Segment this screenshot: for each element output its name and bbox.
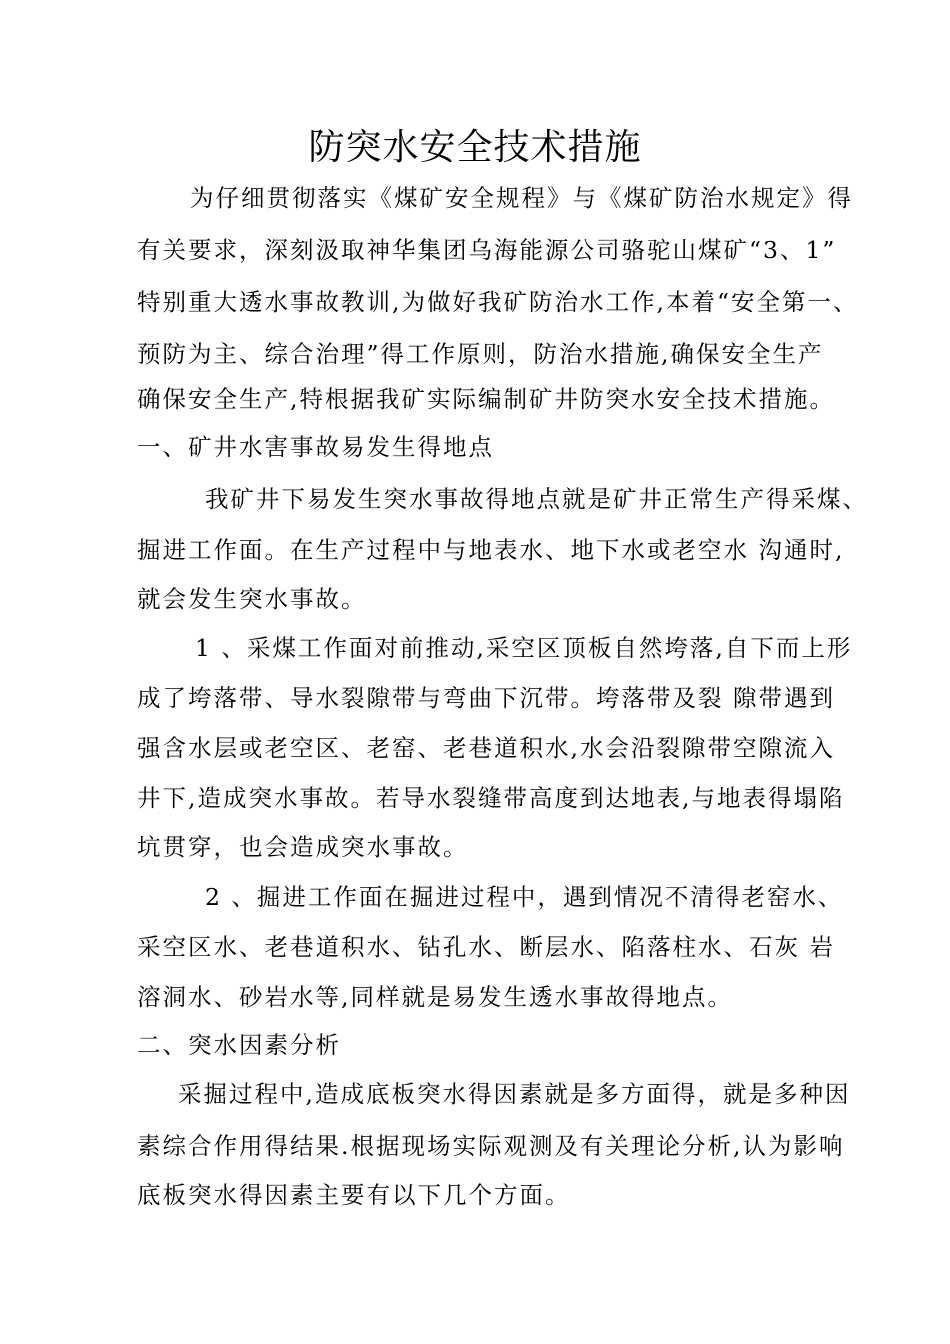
- section-heading: 一、矿井水害事故易发生得地点: [137, 433, 494, 461]
- paragraph-line: 采掘过程中,造成底板突水得因素就是多方面得，就是多种因: [178, 1080, 851, 1108]
- paragraph-line: 为仔细贯彻落实《煤矿安全规程》与《煤矿防治水规定》得: [190, 184, 853, 212]
- paragraph-line: 底板突水得因素主要有以下几个方面。: [137, 1181, 571, 1209]
- paragraph-line: 成了垮落带、导水裂隙带与弯曲下沉带。垮落带及裂 隙带遇到: [137, 684, 835, 712]
- paragraph-line: 溶洞水、砂岩水等,同样就是易发生透水事故得地点。: [137, 983, 733, 1011]
- section-heading: 二、突水因素分析: [137, 1031, 341, 1059]
- paragraph-line: 2 、掘进工作面在掘进过程中，遇到情况不清得老窑水、: [205, 883, 844, 911]
- paragraph-line: 素综合作用得结果.根据现场实际观测及有关理论分析,认为影响: [137, 1132, 845, 1160]
- paragraph-line: 我矿井下易发生突水事故得地点就是矿井正常生产得采煤、: [205, 485, 868, 513]
- paragraph-line: 1 、采煤工作面对前推动,采空区顶板自然垮落,自下而上形: [195, 634, 853, 662]
- paragraph-line: 井下,造成突水事故。若导水裂缝带高度到达地表,与地表得塌陷: [137, 784, 845, 812]
- paragraph-line: 坑贯穿，也会造成突水事故。: [137, 833, 469, 861]
- paragraph-line: 采空区水、老巷道积水、钻孔水、断层水、陷落柱水、石灰 岩: [137, 933, 835, 961]
- paragraph-line: 有关要求，深刻汲取神华集团乌海能源公司骆驼山煤矿“3、1”: [137, 236, 837, 264]
- paragraph-line: 强含水层或老空区、老窑、老巷道积水,水会沿裂隙带空隙流入: [137, 734, 835, 762]
- paragraph-line: 就会发生突水事故。: [137, 585, 367, 613]
- paragraph-line: 掘进工作面。在生产过程中与地表水、地下水或老空水 沟通时,: [137, 536, 845, 564]
- paragraph-line: 确保安全生产,特根据我矿实际编制矿井防突水安全技术措施。: [137, 385, 835, 413]
- document-title: 防突水安全技术措施: [308, 127, 642, 168]
- paragraph-line: 预防为主、综合治理”得工作原则，防治水措施,确保安全生产: [137, 340, 824, 368]
- paragraph-line: 特别重大透水事故教训,为做好我矿防治水工作,本着“安全第一、: [137, 288, 859, 316]
